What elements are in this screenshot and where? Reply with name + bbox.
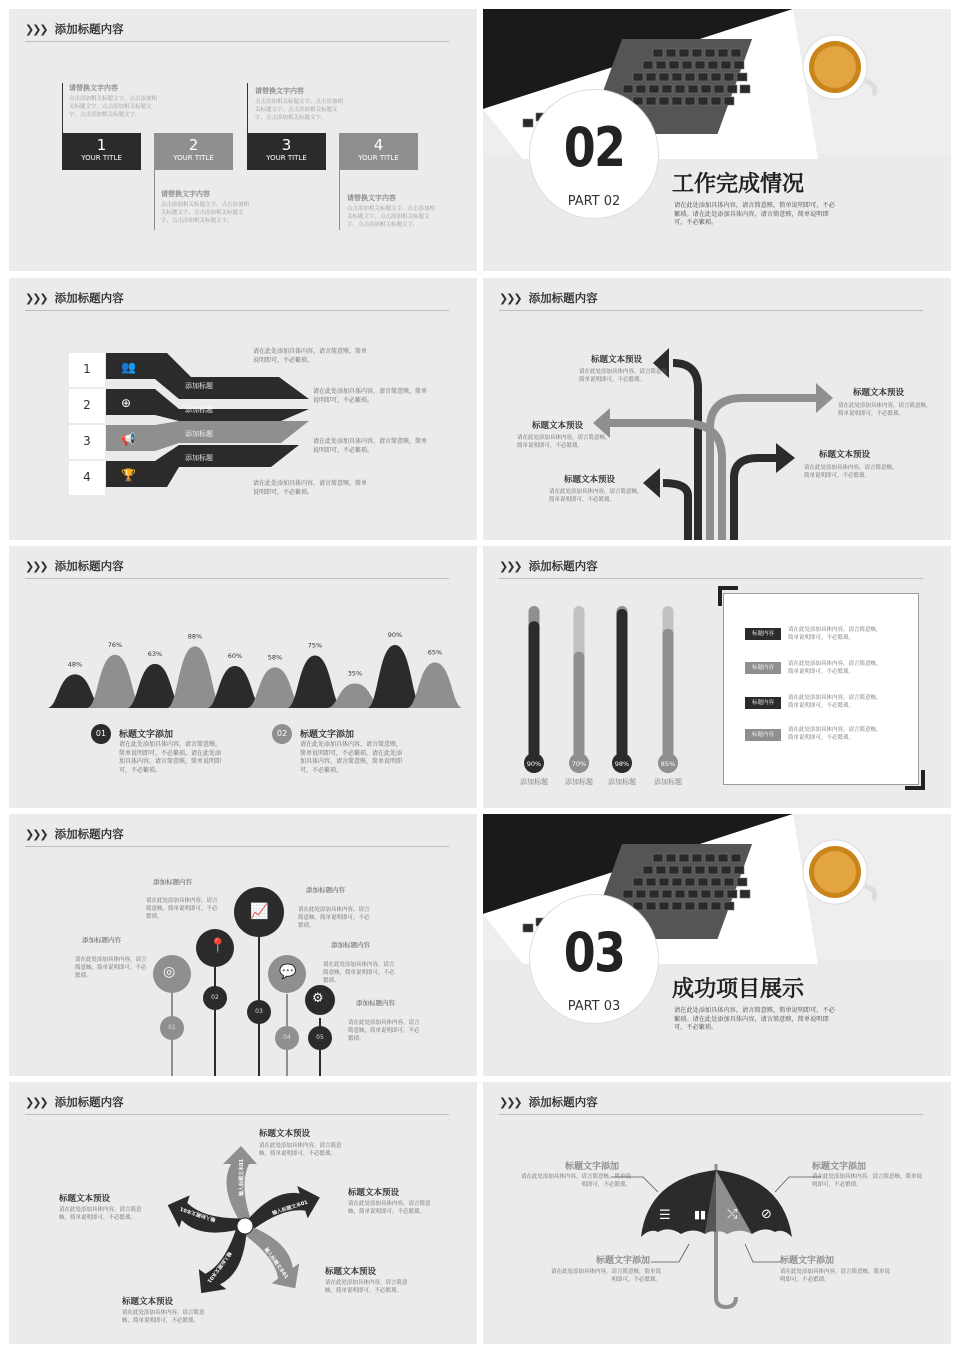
header-divider: [25, 41, 449, 42]
chevrons-icon: ❯❯❯: [25, 828, 47, 841]
section-number-circle: [529, 89, 659, 219]
hill-9: [367, 645, 423, 708]
chevrons-icon: ❯❯❯: [25, 1096, 47, 1109]
slide-10-umbrella: ❯❯❯ 添加标题内容 ☰ ▮▮ ⤭ ⊘ 标题文字添加 请在此处添加具体内容，请言简意赅，简单说明即可，不必繁琐。 标题文字添加 请在此处添加具体内容，请言简意赅，简单说明即可，不必繁琐。 标题文字添加 请在此处添加具体内容，请言简意赅，简单说明即可，不必繁琐。 标题文字添加 请在此处添加具体内容，请言简意赅，简单说明即可，不必繁琐。: [483, 1082, 951, 1344]
num-03: 03: [255, 1008, 263, 1015]
hill-label-8: 35%: [347, 669, 363, 678]
legend-box: [723, 593, 919, 785]
section-title: 工作完成情况: [672, 172, 805, 197]
num-05: 05: [316, 1034, 324, 1041]
chat-icon: 💬: [279, 964, 297, 980]
hill-10: [407, 663, 463, 709]
hill-label-3: 63%: [147, 649, 163, 658]
chart-icon: 📈: [250, 902, 269, 920]
corner-top-left: [718, 586, 738, 606]
num-04: 04: [283, 1034, 291, 1041]
block-2-box: 2 YOUR TITLE: [154, 133, 233, 170]
hill-label-1: 48%: [67, 660, 83, 669]
list-icon: ☰: [659, 1208, 671, 1223]
chevrons-icon: ❯❯❯: [25, 292, 47, 305]
bar-category-3: 添加标题: [608, 778, 636, 786]
chevrons-icon: ❯❯❯: [25, 23, 47, 36]
svg-text:输入标题文本01: 输入标题文本01: [271, 1199, 309, 1217]
umbrella-graphic: [483, 1082, 951, 1344]
block-4-box: 4 YOUR TITLE: [339, 133, 418, 170]
slide-header: ❯❯❯ 添加标题内容: [25, 22, 124, 36]
block-3-box: 3 YOUR TITLE: [247, 133, 326, 170]
slide-header: ❯❯❯ 添加标题内容: [25, 1095, 124, 1109]
trophy-icon: 🏆: [121, 468, 136, 482]
section-part: PART 02: [567, 194, 621, 209]
row-4-desc: 请在此处添加具体内容，请言简意赅，简单说明即可，不必繁琐。: [253, 480, 368, 496]
num-02: 02: [211, 994, 219, 1001]
lifebuoy-icon: ◎: [163, 964, 176, 980]
bar-value-2: 70%: [571, 760, 587, 768]
megaphone-icon: 📢: [121, 432, 136, 446]
hill-label-4: 88%: [187, 632, 203, 641]
users-icon: 👥: [121, 360, 136, 374]
section-number: 02: [563, 116, 625, 179]
slide-4-direction-arrows: ❯❯❯ 添加标题内容 标题文本预设 请在此处添加具体内容，请言简意赅，简单说明即可，不必繁琐。 标题文本预设 请在此处添加具体内容，请言简意赅，简单说明即可，不必繁琐。 标题文本预设 请在此处添加具体内容，请言简意赅，简单说明即可，不必繁琐。 标题文本预设 请在此处添加具体内容，请言简意赅，简单说明即可，不必繁琐。 标题文本预设 请在此处添加具体内容，请言简意赅，简单说明即可，不必繁琐。: [483, 278, 951, 540]
pin-center: [237, 1218, 253, 1234]
hill-4: [167, 646, 223, 708]
bar-category-2: 添加标题: [565, 778, 593, 786]
bar-chart: [483, 546, 713, 808]
bar-chart-icon: ▮▮: [694, 1208, 707, 1221]
section-number: 03: [563, 921, 625, 984]
bar-value-4: 85%: [660, 760, 676, 768]
slide-3-arrow-list: ❯❯❯ 添加标题内容 1 👥 添加标题 2 ⊕ 添加标题 3 📢 添加标题 4 🏆 添加标题 请在此处添加具体内容，请言简意赅，简单说明即可，不必繁琐。 请在此处添加具体内容，请言简意赅，简单说明即可，不必繁琐。 请在此处添加具体内容，请言简意赅，简单说明即可，不必繁琐。 请在此处添加具体内容，请言简意赅，简单说明即可，不必繁琐。: [9, 278, 477, 540]
chevrons-icon: ❯❯❯: [25, 560, 47, 573]
slide-2-section-cover: [483, 9, 951, 271]
slide-9-pinwheel: ❯❯❯ 添加标题内容 输入标题文本01 输入标题文本01 输入标题文本01 输入标题文本01 输入标题文本01 标题文本预设 请在此处添加具体内容，请言简意赅，简单说明即可，不必繁琐。 标题文本预设 请在此处添加具体内容，请言简意赅，简单说明即可，不必繁琐。 标题文本预设 请在此处添加具体内容，请言简意赅，简单说明即可，不必繁琐。 标题文本预设 请在此处添加具体内容，请言简意赅，简单说明即可，不必繁琐。 标题文本预设 请在此处添加具体内容，请言简意赅，简单说明即可，不必繁琐。: [9, 1082, 477, 1344]
row-1-desc: 请在此处添加具体内容，请言简意赅，简单说明即可，不必繁琐。: [253, 348, 368, 364]
row-2-desc: 请在此处添加具体内容，请言简意赅，简单说明即可，不必繁琐。: [313, 388, 428, 404]
hill-label-10: 65%: [427, 648, 443, 657]
hill-label-9: 90%: [387, 631, 403, 639]
crosshair-icon: ⊕: [121, 396, 132, 410]
slide-header: ❯❯❯ 添加标题内容: [25, 559, 124, 573]
gear-icon: ⚙: [312, 991, 324, 1006]
pin-arrow-2: [244, 1180, 325, 1235]
bar-3: [617, 609, 628, 758]
bar-1: [529, 621, 540, 758]
map-pin-icon: 📍: [209, 938, 227, 954]
slide-6-vertical-bars: ❯❯❯ 添加标题内容 90% 添加标题 70% 添加标题 98% 添加标题 85% 添加标题 标题内容 请在此处添加具体内容，请言简意赅，简单说明即可，不必繁琐。 标题内容 请在此处添加具体内容，请言简意赅，简单说明即可，不必繁琐。 标题内容 请在此处添加具体内容，请言简意赅，简单说明即可，不必繁琐。 标题内容 请在此处添加具体内容，请言简意赅，简单说明即可，不必繁琐。: [483, 546, 951, 808]
slide-header: ❯❯❯ 添加标题内容: [499, 559, 598, 573]
item-1-badge: 01: [91, 724, 111, 744]
svg-text:输入标题文本01: 输入标题文本01: [262, 1246, 290, 1281]
num-01: 01: [168, 1024, 176, 1031]
compass-icon: ⊘: [761, 1207, 772, 1222]
section-body: 请在此处添加具体内容，请言简意赅，简单说明即可，不必繁琐。请在此处添加具体内容，请言简意赅，简单说明即可，不必繁琐。: [674, 1007, 835, 1031]
row-3-desc: 请在此处添加具体内容，请言简意赅，简单说明即可，不必繁琐。: [313, 438, 428, 454]
section-part: PART 03: [567, 999, 621, 1014]
svg-text:输入标题文本01: 输入标题文本01: [205, 1250, 233, 1284]
section-title: 成功项目展示: [672, 977, 805, 1002]
hill-label-7: 75%: [307, 641, 323, 650]
bar-category-1: 添加标题: [520, 778, 548, 786]
section-body: 请在此处添加具体内容，请言简意赅，简单说明即可，不必繁琐。请在此处添加具体内容，请言简意赅，简单说明即可，不必繁琐。: [674, 202, 835, 226]
bar-4: [663, 629, 674, 758]
chevrons-icon: ❯❯❯: [499, 1096, 521, 1109]
chevrons-icon: ❯❯❯: [499, 560, 521, 573]
shuffle-icon: ⤭: [727, 1207, 738, 1222]
svg-text:输入标题文本01: 输入标题文本01: [239, 1159, 245, 1196]
slide-1-timeline: ❯❯❯ 添加标题内容 请替换文字内容 点击添加相关标题文字，点击添加相关标题文字，点击添加相关标题文字，点击添加相关标题文字。 请替换文字内容 点击添加相关标题文字，点击添加相关标题文字，点击添加相关标题文字，点击添加相关标题文字。 1 YOUR TITLE 2 YOUR TITLE 3 YOUR TITLE 4 YOUR TITLE 请替换文字内容 点击添加相关标题文字，点击添加相关标题文字，点击添加相关标题文字，点击添加相关标题文字。 请替换文字内容 点击添加相关标题文字，点击添加相关标题文字，点击添加相关标题文字，点击添加相关标题文字。: [9, 9, 477, 271]
block-1-box: 1 YOUR TITLE: [62, 133, 141, 170]
bar-value-1: 90%: [526, 760, 542, 768]
bar-value-3: 98%: [614, 760, 630, 768]
section-number-circle: [529, 894, 659, 1024]
hill-chart: [9, 546, 477, 808]
svg-text:输入标题文本01: 输入标题文本01: [179, 1205, 217, 1223]
hill-label-5: 60%: [227, 652, 243, 660]
slide-8-section-cover: [483, 814, 951, 1076]
hill-label-6: 58%: [267, 653, 283, 662]
slide-header: ❯❯❯ 添加标题内容: [25, 291, 124, 305]
pin-arrow-1: [223, 1146, 257, 1220]
item-2-badge: 02: [272, 724, 292, 744]
chevrons-icon: ❯❯❯: [499, 292, 521, 305]
slide-5-hill-chart: ❯❯❯ 添加标题内容 48% 76% 63% 88% 60% 58% 75% 35% 90% 65% 01 标题文字添加 请在此处添加具体内容，请言简意赅，简单说明即可，不必繁琐。请在此处添加具体内容，请言简意赅，简单说明即可，不必繁琐。 02 标题文字添加 请在此处添加具体内容，请言简意赅，简单说明即可，不必繁琐。请在此处添加具体内容，请言简意赅，简单说明即可，不必繁琐。: [9, 546, 477, 808]
slide-header: ❯❯❯ 添加标题内容: [25, 827, 124, 841]
corner-bottom-right: [905, 770, 925, 790]
slide-header: ❯❯❯ 添加标题内容: [499, 1095, 598, 1109]
bar-2: [574, 652, 585, 758]
hill-7: [287, 656, 343, 709]
hill-label-2: 76%: [107, 640, 123, 649]
bar-category-4: 添加标题: [654, 778, 682, 786]
slide-7-balloons: ❯❯❯ 添加标题内容 ◎ 📍 📈 💬 ⚙ 01 02 03 04 05 添加标题内容 请在此处添加具体内容，请言简意赅，简单说明即可，不必繁琐。 添加标题内容 请在此处添加具体内容，请言简意赅，简单说明即可，不必繁琐。 添加标题内容 请在此处添加具体内容，请言简意赅，简单说明即可，不必繁琐。 添加标题内容 请在此处添加具体内容，请言简意赅，简单说明即可，不必繁琐。 添加标题内容 请在此处添加具体内容，请言简意赅，简单说明即可，不必繁琐。: [9, 814, 477, 1076]
slide-header: ❯❯❯ 添加标题内容: [499, 291, 598, 305]
